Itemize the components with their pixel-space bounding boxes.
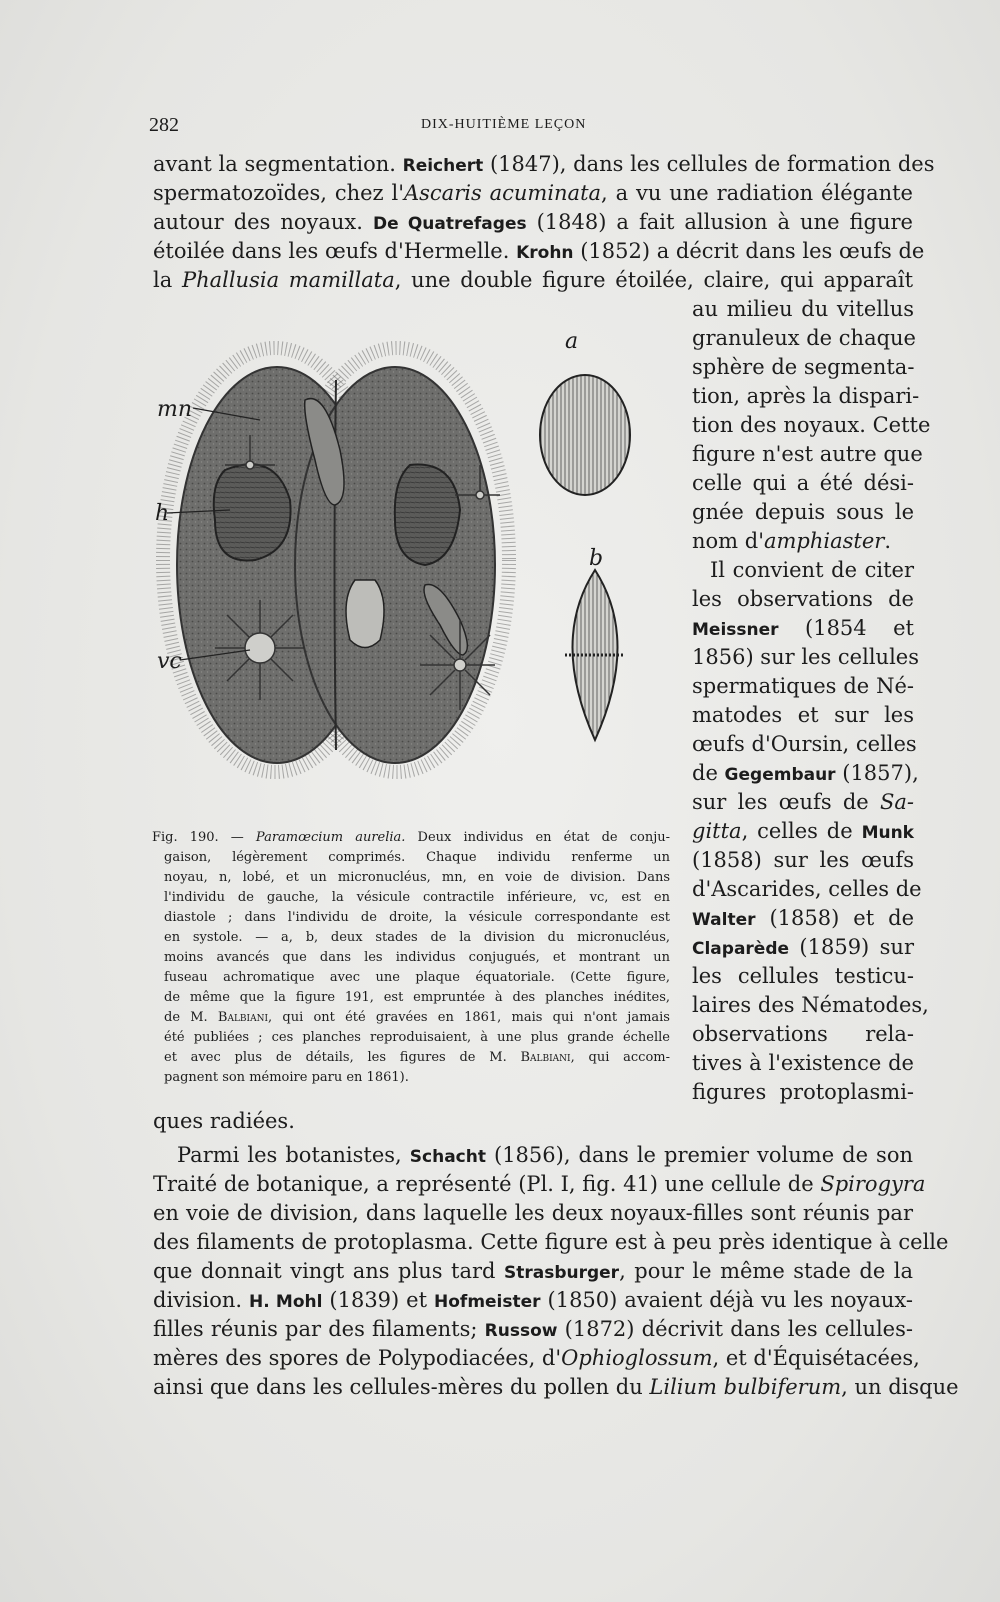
text-line: laires des Nématodes, [692, 993, 929, 1017]
text-line: filles réunis par des filaments; Russow (1872) décrivit dans les cellules- [153, 1317, 913, 1341]
text-line: des filaments de protoplasma. Cette figure est à peu près identique à celle [153, 1230, 949, 1254]
label-a: a [565, 329, 579, 354]
text-line: division. H. Mohl (1839) et Hofmeister (1850) avaient déjà vu les noyaux- [153, 1288, 913, 1312]
text-line: étoilée dans les œufs d'Hermelle. Krohn (1852) a décrit dans les œufs de [153, 239, 925, 263]
label-b: b [589, 546, 604, 571]
text-line: Il convient de citer [710, 558, 914, 582]
text-line: figures protoplasmi- [692, 1080, 914, 1104]
text-line: Claparède (1859) sur [692, 935, 914, 959]
text-line: les observations de [692, 587, 914, 611]
text-line: que donnait vingt ans plus tard Strasburger, pour le même stade de la [153, 1259, 914, 1283]
text-line: tives à l'existence de [692, 1051, 914, 1075]
text-line: mères des spores de Polypodiacées, d'Ophioglossum, et d'Équisétacées, [153, 1346, 920, 1370]
stage-a-spindle [540, 375, 630, 495]
text-line: sur les œufs de Sa- [692, 790, 914, 814]
page-number: 282 [149, 114, 179, 136]
text-line: les cellules testicu- [692, 964, 914, 988]
figure-caption: Fig. 190. — Paramœcium aurelia. Deux individus en état de conju- gaison, légèrement comprimés. Chaque individu renferme un noyau, n, lobé, et un micronucléus, mn, en voie de division. Dans l'individu de gauche, la vésicule contractile inférieure, vc, est en diastole ; dans l'individu de droite, la vésicule correspondante est en systole. — a, b, deux stades de la division du micronucléus, moins avancés que dans les individus conjugués, et montrant un fuseau achromatique avec une plaque équatoriale. (Cette figure, de même que la figure 191, est empruntée à des planches inédites, de M. Balbiani, qui ont été gravées en 1861, mais qui n'ont jamais été publiées ; ces planches reproduisaient, à une plus grande échelle et avec plus de détails, les figures de M. Balbiani, qui accom- pagnent son mémoire paru en 1861). [152, 830, 671, 1085]
text-line: spermatiques de Né- [692, 674, 914, 698]
text-line: autour des noyaux. De Quatrefages (1848) a fait allusion à une figure [153, 210, 913, 234]
label-vc: vc [157, 649, 182, 674]
figure-paramoecium [155, 320, 680, 835]
text-line: d'Ascarides, celles de [692, 877, 922, 901]
text-line: au milieu du vitellus [692, 297, 914, 321]
text-line: œufs d'Oursin, celles [692, 732, 917, 756]
text-line: matodes et sur les [692, 703, 914, 727]
text-line: la Phallusia mamillata, une double figure étoilée, claire, qui apparaît [153, 268, 914, 292]
text-line: spermatozoïdes, chez l'Ascaris acuminata, a vu une radiation élégante [153, 181, 913, 205]
paramoecium-illustration [155, 320, 680, 835]
text-line: ainsi que dans les cellules-mères du pollen du Lilium bulbiferum, un disque [153, 1375, 959, 1399]
text-line: tion des noyaux. Cette [692, 413, 931, 437]
text-line: granuleux de chaque [692, 326, 916, 350]
text-line: observations rela- [692, 1022, 914, 1046]
text-line: avant la segmentation. Reichert (1847), dans les cellules de formation des [153, 152, 935, 176]
text-line: Walter (1858) et de [692, 906, 914, 930]
text-line: nom d'amphiaster. [692, 529, 891, 553]
text-line: de Gegembaur (1857), [692, 761, 919, 785]
label-h: h [155, 501, 170, 526]
page-header [149, 114, 909, 138]
running-title: DIX-HUITIÈME LEÇON [421, 117, 587, 132]
text-line: gitta, celles de Munk [692, 819, 914, 843]
text-line: sphère de segmenta- [692, 355, 915, 379]
text-line: ques radiées. [153, 1109, 295, 1133]
text-line: gnée depuis sous le [692, 500, 914, 524]
label-mn: mn [157, 397, 193, 422]
text-line: en voie de division, dans laquelle les deux noyaux-filles sont réunis par [153, 1201, 913, 1225]
text-line: 1856) sur les cellules [692, 645, 919, 669]
text-line: Traité de botanique, a représenté (Pl. I, fig. 41) une cellule de Spirogyra [153, 1172, 926, 1196]
text-line: tion, après la dispari- [692, 384, 920, 408]
text-line: (1858) sur les œufs [692, 848, 914, 872]
text-line: Meissner (1854 et [692, 616, 914, 640]
text-line: figure n'est autre que [692, 442, 923, 466]
text-line: Parmi les botanistes, Schacht (1856), dans le premier volume de son [177, 1143, 913, 1167]
text-line: celle qui a été dési- [692, 471, 914, 495]
nucleus-left [214, 464, 291, 560]
